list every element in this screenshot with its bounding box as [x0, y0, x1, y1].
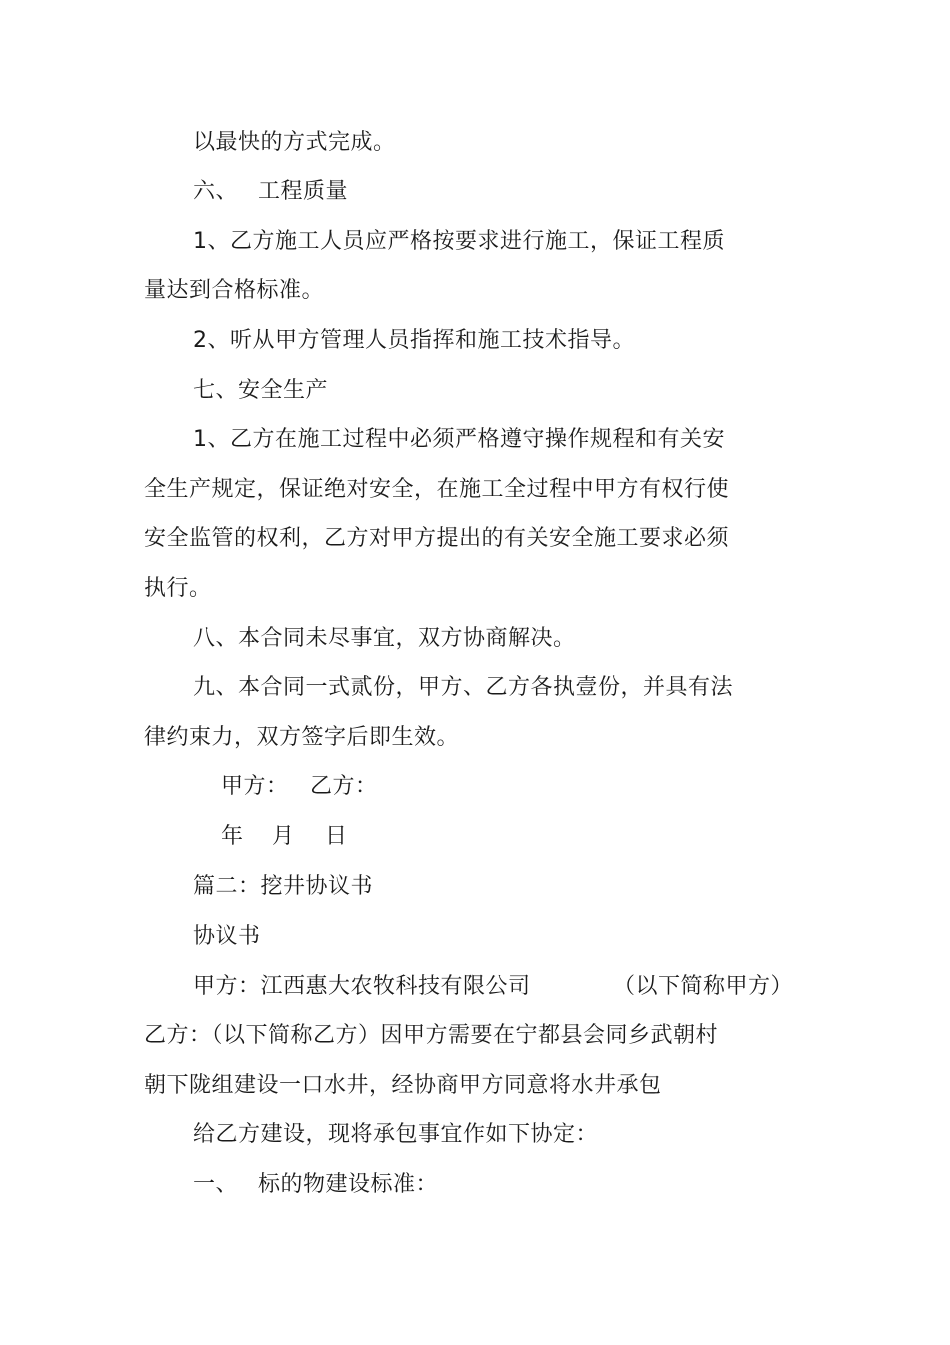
section-heading: 工程质量 — [258, 179, 349, 204]
text-line: 量达到合格标准。 — [144, 278, 325, 303]
document-title: 协议书 — [193, 924, 261, 949]
text-line: 给乙方建设，现将承包事宜作如下协定： — [193, 1122, 599, 1147]
text-line: 以最快的方式完成。 — [193, 130, 396, 155]
text-line: 律约束力，双方签字后即生效。 — [144, 725, 460, 750]
text-line: 安全监管的权利，乙方对甲方提出的有关安全施工要求必须 — [144, 526, 730, 551]
date-year-label: 年 — [221, 824, 244, 849]
text-line: 八、本合同未尽事宜，双方协商解决。 — [193, 626, 576, 651]
text-line: 1、乙方施工人员应严格按要求进行施工，保证工程质 — [193, 229, 725, 254]
date-day-label: 日 — [325, 824, 348, 849]
text-line: 朝下陇组建设一口水井，经协商甲方同意将水井承包 — [144, 1073, 662, 1098]
chapter-title: 篇二：挖井协议书 — [193, 874, 374, 899]
party-a-line: 甲方：江西惠大农牧科技有限公司 — [193, 974, 531, 999]
party-b-signature-label: 乙方： — [310, 774, 378, 799]
section-number: 一、 — [193, 1172, 239, 1197]
text-line: 2、听从甲方管理人员指挥和施工技术指导。 — [193, 328, 635, 353]
section-number: 六、 — [193, 179, 239, 204]
text-line: 执行。 — [144, 576, 212, 601]
date-month-label: 月 — [272, 824, 295, 849]
party-a-signature-label: 甲方： — [221, 774, 289, 799]
text-line: 全生产规定，保证绝对安全，在施工全过程中甲方有权行使 — [144, 477, 730, 502]
section-heading: 标的物建设标准： — [258, 1172, 439, 1197]
party-a-abbrev: （以下简称甲方） — [613, 974, 794, 999]
text-line: 1、乙方在施工过程中必须严格遵守操作规程和有关安 — [193, 427, 725, 452]
text-line: 乙方：（以下简称乙方）因甲方需要在宁都县会同乡武朝村 — [144, 1023, 719, 1048]
text-line: 九、本合同一式贰份，甲方、乙方各执壹份，并具有法 — [193, 675, 734, 700]
section-heading: 七、安全生产 — [193, 378, 329, 403]
